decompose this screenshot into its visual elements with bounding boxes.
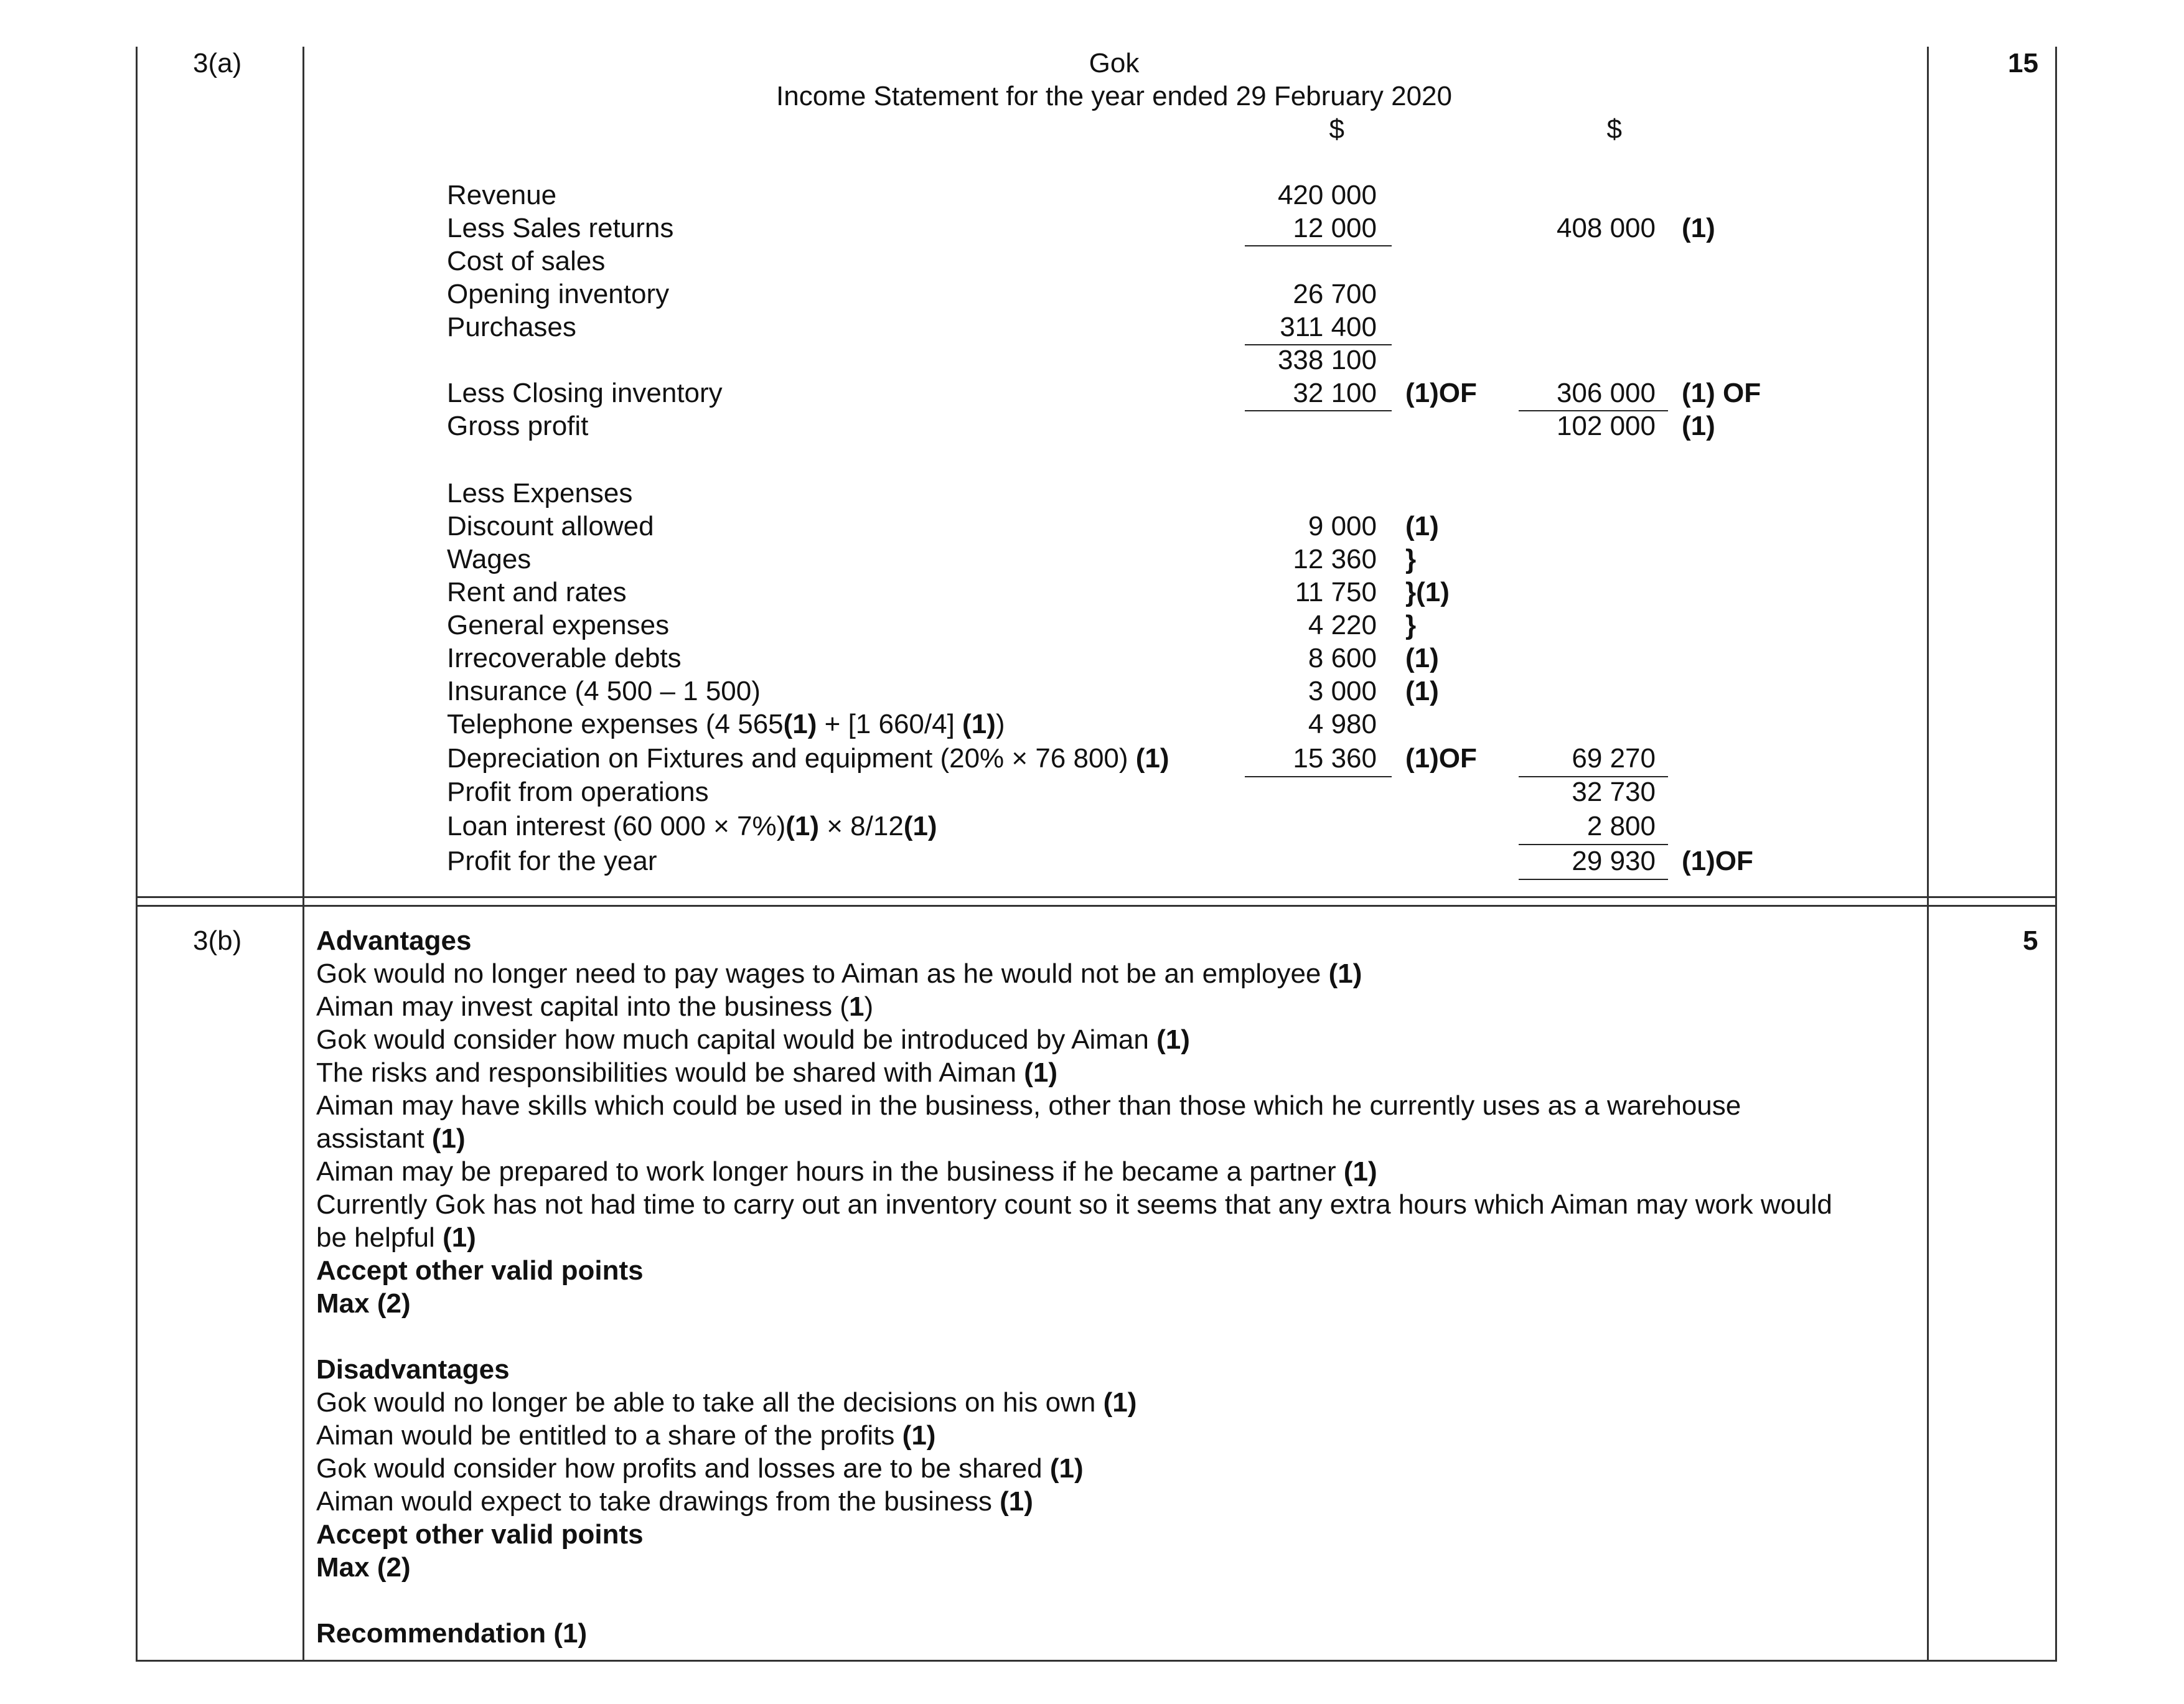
marks-total-3b: 5 <box>2023 925 2038 956</box>
statement-row-label: Less Closing inventory <box>447 378 723 408</box>
statement-row-label: Less Expenses <box>447 478 633 508</box>
statement-col1-value: 12 000 <box>1293 213 1377 243</box>
underline-col2 <box>1519 879 1668 880</box>
statement-row-label: Purchases <box>447 312 576 342</box>
statement-row-label: Gross profit <box>447 411 589 441</box>
question-label-3a: 3(a) <box>193 48 242 78</box>
statement-row-label: Revenue <box>447 180 557 210</box>
frame-label-divider <box>302 47 304 1662</box>
advantages-max-note: Max (2) <box>316 1288 411 1319</box>
statement-row-label: Profit for the year <box>447 846 657 876</box>
statement-col2-value: 306 000 <box>1556 378 1656 408</box>
statement-col1-mark: (1)OF <box>1405 743 1477 774</box>
statement-row-label: Cost of sales <box>447 246 606 276</box>
statement-col1-value: 8 600 <box>1308 643 1377 673</box>
statement-row-label: Rent and rates <box>447 577 627 607</box>
statement-col1-mark: (1)OF <box>1405 378 1477 408</box>
statement-col2-mark: (1)OF <box>1682 846 1753 876</box>
statement-title: Income Statement for the year ended 29 February 2020 <box>776 81 1452 111</box>
statement-col1-value: 32 100 <box>1293 378 1377 408</box>
underline-col1 <box>1245 776 1392 777</box>
disadvantage-point: Aiman would expect to take drawings from the business (1) <box>316 1486 1033 1517</box>
marks-total-3a: 15 <box>2008 48 2038 78</box>
statement-row-label: Wages <box>447 544 532 574</box>
statement-row-label: Profit from operations <box>447 777 709 807</box>
statement-row-label: Less Sales returns <box>447 213 674 243</box>
frame-marks-divider <box>1927 47 1929 1662</box>
statement-row-label: Depreciation on Fixtures and equipment (20% × 76 800) (1) <box>447 743 1169 774</box>
advantage-point: The risks and responsibilities would be shared with Aiman (1) <box>316 1057 1058 1088</box>
statement-col1-mark: (1) <box>1405 676 1439 706</box>
advantage-point: Gok would consider how much capital would be introduced by Aiman (1) <box>316 1024 1190 1055</box>
statement-col1-mark: } <box>1405 544 1417 574</box>
advantage-point: Gok would no longer need to pay wages to Aiman as he would not be an employee (1) <box>316 958 1362 989</box>
currency-header-col1: $ <box>1329 114 1344 144</box>
frame-right-border <box>2055 47 2057 1662</box>
underline-col1 <box>1245 410 1392 411</box>
statement-row-label: Opening inventory <box>447 279 670 309</box>
statement-col1-mark: }(1) <box>1405 577 1450 607</box>
frame-bottom-border <box>136 1660 2057 1662</box>
underline-col1 <box>1245 245 1392 246</box>
statement-col1-mark: (1) <box>1405 643 1439 673</box>
statement-row-label: Discount allowed <box>447 511 654 541</box>
statement-col2-value: 69 270 <box>1572 743 1656 774</box>
statement-row-label: Loan interest (60 000 × 7%)(1) × 8/12(1) <box>447 811 937 841</box>
business-name: Gok <box>1089 48 1140 78</box>
statement-col2-mark: (1) OF <box>1682 378 1761 408</box>
statement-col2-value: 408 000 <box>1556 213 1656 243</box>
recommendation-note: Recommendation (1) <box>316 1618 588 1649</box>
advantages-heading: Advantages <box>316 925 472 956</box>
statement-col1-value: 4 980 <box>1308 709 1377 739</box>
disadvantage-point: Gok would consider how profits and losses are to be shared (1) <box>316 1453 1084 1484</box>
statement-col2-value: 29 930 <box>1572 846 1656 876</box>
statement-col1-value: 9 000 <box>1308 511 1377 541</box>
statement-row-label: General expenses <box>447 610 670 640</box>
disadvantages-max-note: Max (2) <box>316 1552 411 1583</box>
statement-col1-value: 338 100 <box>1277 345 1377 375</box>
disadvantage-point: Aiman would be entitled to a share of the profits (1) <box>316 1420 936 1451</box>
disadvantages-accept-note: Accept other valid points <box>316 1519 644 1550</box>
advantage-point: Aiman may have skills which could be used in the business, other than those which he currently uses as a warehouse <box>316 1090 1741 1121</box>
statement-col2-value: 32 730 <box>1572 777 1656 807</box>
row-separator-bottom <box>136 905 2057 907</box>
question-label-3b: 3(b) <box>193 925 242 956</box>
statement-col1-value: 26 700 <box>1293 279 1377 309</box>
advantage-point: Currently Gok has not had time to carry out an inventory count so it seems that any extra hours which Aiman may work would <box>316 1189 1832 1220</box>
statement-col1-mark: (1) <box>1405 511 1439 541</box>
advantages-accept-note: Accept other valid points <box>316 1255 644 1286</box>
statement-col1-value: 420 000 <box>1277 180 1377 210</box>
frame-left-border <box>136 47 138 1662</box>
statement-col1-value: 11 750 <box>1295 577 1377 607</box>
statement-col1-value: 4 220 <box>1308 610 1377 640</box>
advantage-point: Aiman may be prepared to work longer hours in the business if he became a partner (1) <box>316 1156 1377 1187</box>
statement-col1-value: 15 360 <box>1293 743 1377 774</box>
statement-row-label: Telephone expenses (4 565(1) + [1 660/4] (1)) <box>447 709 1005 739</box>
currency-header-col2: $ <box>1606 114 1622 144</box>
statement-col1-value: 3 000 <box>1308 676 1377 706</box>
statement-row-label: Insurance (4 500 – 1 500) <box>447 676 761 706</box>
advantage-point: be helpful (1) <box>316 1222 476 1253</box>
advantage-point: assistant (1) <box>316 1123 466 1154</box>
statement-col1-value: 12 360 <box>1293 544 1377 574</box>
statement-col2-value: 102 000 <box>1556 411 1656 441</box>
statement-col1-mark: } <box>1405 610 1417 640</box>
row-separator-top <box>136 896 2057 898</box>
statement-col1-value: 311 400 <box>1280 312 1377 342</box>
advantage-point: Aiman may invest capital into the business (1) <box>316 991 874 1022</box>
statement-col2-mark: (1) <box>1682 411 1715 441</box>
disadvantage-point: Gok would no longer be able to take all the decisions on his own (1) <box>316 1387 1137 1418</box>
statement-row-label: Irrecoverable debts <box>447 643 682 673</box>
disadvantages-heading: Disadvantages <box>316 1354 510 1385</box>
statement-col2-mark: (1) <box>1682 213 1715 243</box>
statement-col2-value: 2 800 <box>1586 811 1656 841</box>
